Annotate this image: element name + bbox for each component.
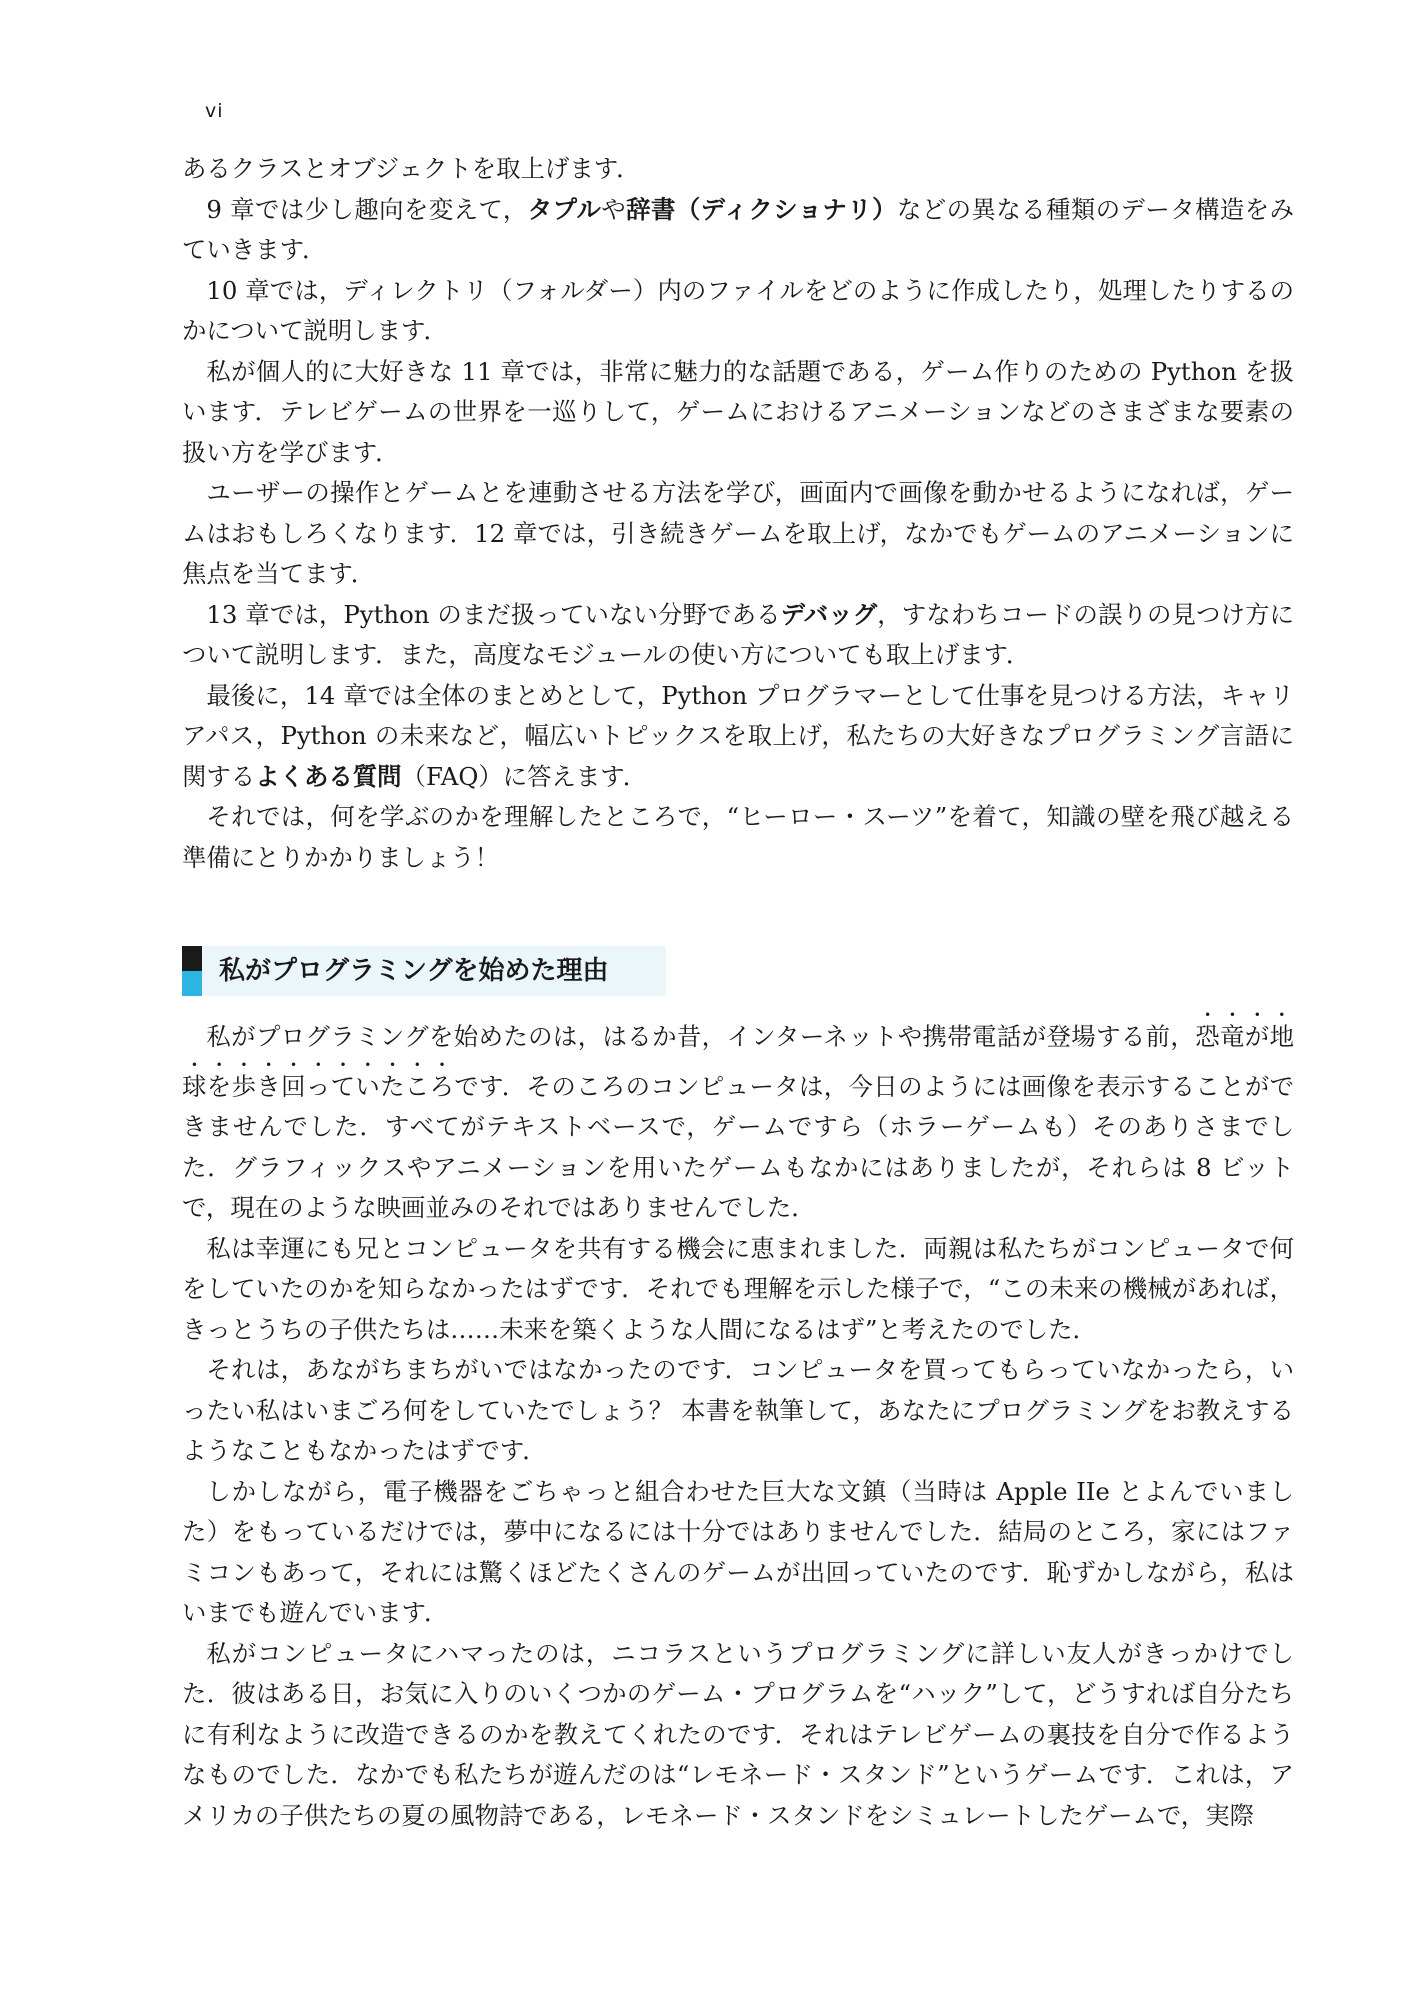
paragraph: 10 章では，ディレクトリ（フォルダー）内のファイルをどのように作成したり，処理したりするのかについて説明します．: [182, 275, 1294, 345]
emphasis-term: デバッグ: [780, 599, 878, 629]
paragraph: それでは，何を学ぶのかを理解したところで，“ヒーロー・スーツ”を着て，知識の壁を飛び越える準備にとりかかりましょう！: [182, 802, 1294, 872]
paragraph: 私が個人的に大好きな 11 章では，非常に魅力的な話題である，ゲーム作りのための Python を扱います．テレビゲームの世界を一巡りして，ゲームにおけるアニメーションなどのさまざまな要素の扱い方を学びます．: [182, 356, 1294, 467]
paragraph: しかしながら，電子機器をごちゃっと組合わせた巨大な文鎮（当時は Apple IIe とよんでいました）をもっているだけでは，夢中になるには十分ではありませんでした．結局のところ，家にはファミコンもあって，それには驚くほどたくさんのゲームが出回っていたのです．恥ずかしながら，私はいまでも遊んでいます．: [182, 1476, 1294, 1627]
paragraph: 13 章では，Python のまだ扱っていない分野であるデバッグ，すなわちコードの誤りの見つけ方について説明します．また，高度なモジュールの使い方についても取上げます．: [182, 599, 1294, 669]
heading-marker-bottom: [182, 971, 202, 996]
heading-marker-top: [182, 946, 202, 971]
paragraph: 私がコンピュータにハマったのは，ニコラスというプログラミングに詳しい友人がきっかけでした．彼はある日，お気に入りのいくつかのゲーム・プログラムを“ハック”して，どうすれば自分たちに有利なように改造できるのかを教えてくれたのです．それはテレビゲームの裏技を自分で作るようなものでした．なかでも私たちが遊んだのは“レモネード・スタンド”というゲームです．これは，アメリカの子供たちの夏の風物詩である，レモネード・スタンドをシミュレートしたゲームで，実際: [182, 1638, 1294, 1830]
emphasis-term: タプル: [527, 194, 602, 224]
paragraph: 私がプログラミングを始めたのは，はるか昔，インターネットや携帯電話が登場する前，恐竜が地球を歩き回っていたころです．そのころのコンピュータは，今日のようには画像を表示することができませんでした．すべてがテキストベースで，ゲームですら（ホラーゲームも）そのありさまでした．グラフィックスやアニメーションを用いたゲームもなかにはありましたが，それらは 8 ビットで，現在のような映画並みのそれではありませんでした．: [182, 1022, 1294, 1222]
intro-text-block: [182, 149, 1294, 878]
page-number: vi: [205, 100, 224, 122]
paragraph: 9 章では少し趣向を変えて，タプルや辞書（ディクショナリ）などの異なる種類のデータ構造をみていきます．: [182, 194, 1294, 264]
emphasis-dots-text: 恐竜が地球を歩き回っていたころ: [182, 1022, 1294, 1101]
paragraph: それは，あながちまちがいではなかったのです．コンピュータを買ってもらっていなかったら，いったい私はいまごろ何をしていたでしょう？ 本書を執筆して，あなたにプログラミングをお教えするようなこともなかったはずです．: [182, 1355, 1294, 1465]
paragraph: 私は幸運にも兄とコンピュータを共有する機会に恵まれました．両親は私たちがコンピュータで何をしていたのかを知らなかったはずです．それでも理解を示した様子で，“この未来の機械があれば，きっとうちの子供たちは……未来を築くような人間になるはず”と考えたのでした．: [182, 1233, 1294, 1344]
paragraph: あるクラスとオブジェクトを取上げます．: [182, 154, 641, 183]
emphasis-term: 辞書（ディクショナリ）: [626, 194, 897, 224]
paragraph: ユーザーの操作とゲームとを連動させる方法を学び，画面内で画像を動かせるようになれば，ゲームはおもしろくなります．12 章では，引き続きゲームを取上げ，なかでもゲームのアニメーションに焦点を当てます．: [182, 478, 1294, 588]
emphasis-term: よくある質問: [255, 761, 402, 791]
section-heading: [182, 946, 666, 996]
paragraph: 最後に，14 章では全体のまとめとして，Python プログラマーとして仕事を見つける方法，キャリアパス，Python の未来など，幅広いトピックスを取上げ，私たちの大好きなプログラミング言語に関するよくある質問（FAQ）に答えます．: [182, 680, 1294, 791]
story-text-block: [182, 1008, 1294, 1836]
section-title: 私がプログラミングを始めた理由: [219, 956, 609, 986]
